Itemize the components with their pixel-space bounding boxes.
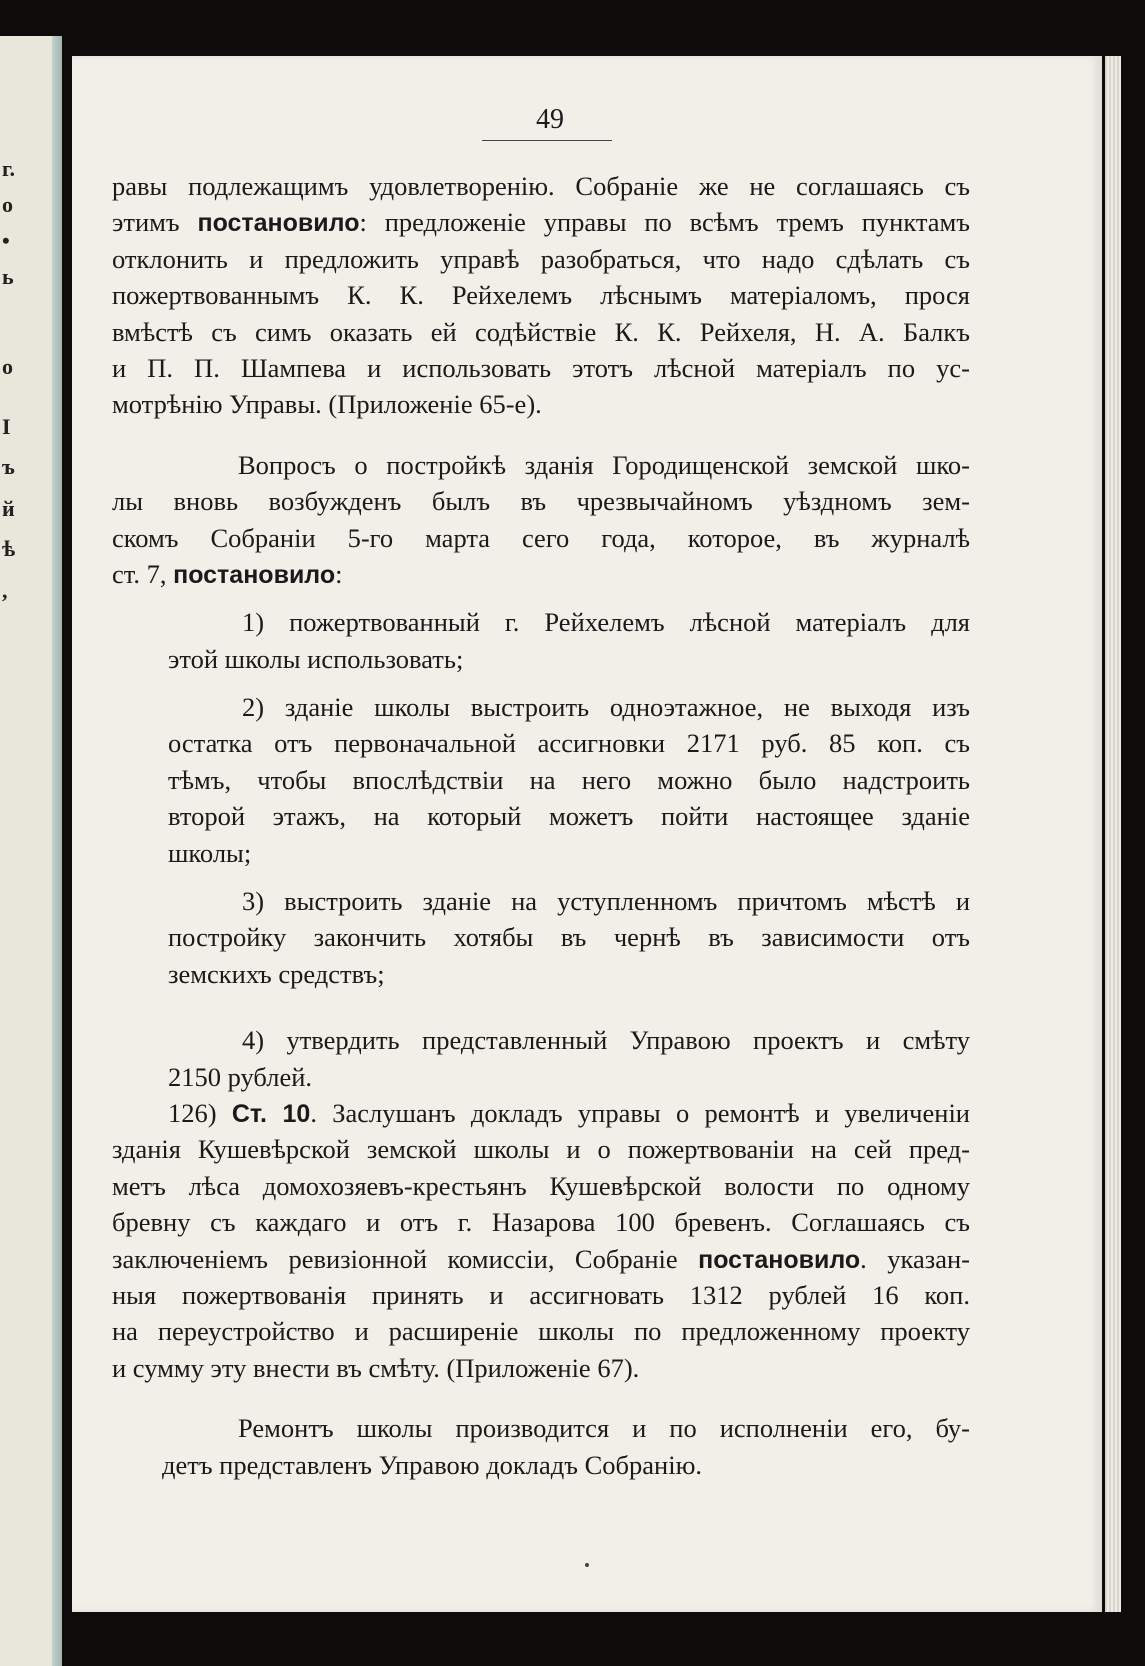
margin-glyph: , xyxy=(2,578,8,603)
text-line: 4) утвердить представленный Управою проектъ и смѣту xyxy=(242,1025,970,1056)
text-line: лы вновь возбужденъ былъ въ чрезвычайномъ уѣздномъ зем- xyxy=(112,486,970,517)
page-number: 49 xyxy=(536,104,564,135)
bold-term: Ст. 10 xyxy=(231,1099,311,1128)
margin-glyph: й xyxy=(2,496,15,521)
text-line: бревну съ каждаго и отъ г. Назарова 100 бревенъ. Соглашаясь съ xyxy=(112,1207,970,1238)
page-mark xyxy=(585,1563,589,1567)
margin-glyph: о xyxy=(2,354,13,379)
text-line: второй этажъ, на который можетъ пойти настоящее зданіе xyxy=(168,801,970,832)
header-rule xyxy=(482,140,612,141)
text-line: 3) выстроить зданіе на уступленномъ причтомъ мѣстѣ и xyxy=(242,886,970,917)
page-body xyxy=(112,168,970,1483)
list-item xyxy=(112,689,970,871)
text-line: этой школы использовать; xyxy=(168,643,464,674)
bold-term: постановило xyxy=(173,560,336,589)
text-line: ст. 7, постановило: xyxy=(112,558,343,589)
margin-glyph: ъ xyxy=(2,454,15,479)
left-page-edge xyxy=(0,36,62,1666)
text-line: 2) зданіе школы выстроить одноэтажное, не выходя изъ xyxy=(242,692,970,723)
text-line: Вопросъ о постройкѣ зданія Городищенской земской шко- xyxy=(238,449,970,480)
text-line: заключеніемъ ревизіонной комиссіи, Собраніе постановило. указан- xyxy=(112,1243,970,1274)
text-line: детъ представленъ Управою докладъ Собранію. xyxy=(162,1449,702,1480)
margin-glyph: • xyxy=(2,228,10,253)
text-line: мотрѣнію Управы. (Приложеніе 65-е). xyxy=(112,389,542,420)
text-line: 2150 рублей. xyxy=(168,1061,313,1092)
text-line: пожертвованнымъ К. К. Рейхелемъ лѣснымъ матеріаломъ, прося xyxy=(112,280,970,311)
margin-glyph: І xyxy=(2,414,11,439)
text-line: метъ лѣса домохозяевъ-крестьянъ Кушевѣрской волости по одному xyxy=(112,1170,970,1201)
text-line: тѣмъ, чтобы впослѣдствіи на него можно было надстроить xyxy=(168,764,970,795)
text-line: и П. П. Шампева и использовать этотъ лѣсной матеріалъ по ус- xyxy=(112,352,970,383)
text-line: и сумму эту внести въ смѣту. (Приложеніе 67). xyxy=(112,1352,640,1383)
text-line: зданія Кушевѣрской земской школы и о пожертвованіи на сей пред- xyxy=(112,1134,970,1165)
text-line: постройку закончить хотябы въ чернѣ въ зависимости отъ xyxy=(168,922,970,953)
text-line: Ремонтъ школы производится и по исполненіи его, бу- xyxy=(238,1413,970,1444)
text-line: земскихъ средствъ; xyxy=(168,958,385,989)
text-line: равы подлежащимъ удовлетворенію. Собраніе же не соглашаясь съ xyxy=(112,171,970,201)
left-page-binding xyxy=(52,36,62,1666)
margin-glyph: г. xyxy=(2,156,16,181)
list-item xyxy=(112,1022,970,1095)
text-line: отклонить и предложить управѣ разобраться, что надо сдѣлать съ xyxy=(112,243,970,274)
text-line: школы; xyxy=(168,837,252,868)
text-line: ныя пожертвованія принять и ассигновать 1312 рублей 16 коп. xyxy=(112,1279,970,1310)
text-line: 126) Ст. 10. Заслушанъ докладъ управы о ремонтѣ и увеличеніи xyxy=(168,1097,970,1128)
bold-term: постановило xyxy=(698,1245,861,1274)
text-line: 1) пожертвованный г. Рейхелемъ лѣсной матеріалъ для xyxy=(242,607,970,638)
text-line: этимъ постановило: предложеніе управы по всѣмъ тремъ пунктамъ xyxy=(112,207,970,238)
text-line: вмѣстѣ съ симъ оказать ей содѣйствіе К. К. Рейхеля, Н. А. Балкъ xyxy=(112,316,970,347)
bold-term: постановило xyxy=(197,209,360,238)
text-line: остатка отъ первоначальной ассигновки 2171 руб. 85 коп. съ xyxy=(168,728,970,759)
list-item xyxy=(112,604,970,677)
margin-glyph: о xyxy=(2,192,13,217)
margin-glyph: ѣ xyxy=(2,536,16,561)
text-line: на переустройство и расширеніе школы по предложенному проекту xyxy=(112,1316,970,1347)
text-line: скомъ Собраніи 5-го марта сего года, которое, въ журналѣ xyxy=(112,522,970,553)
list-item xyxy=(112,883,970,992)
margin-glyph: ь xyxy=(2,264,14,289)
page-stack-edge xyxy=(1105,56,1121,1612)
